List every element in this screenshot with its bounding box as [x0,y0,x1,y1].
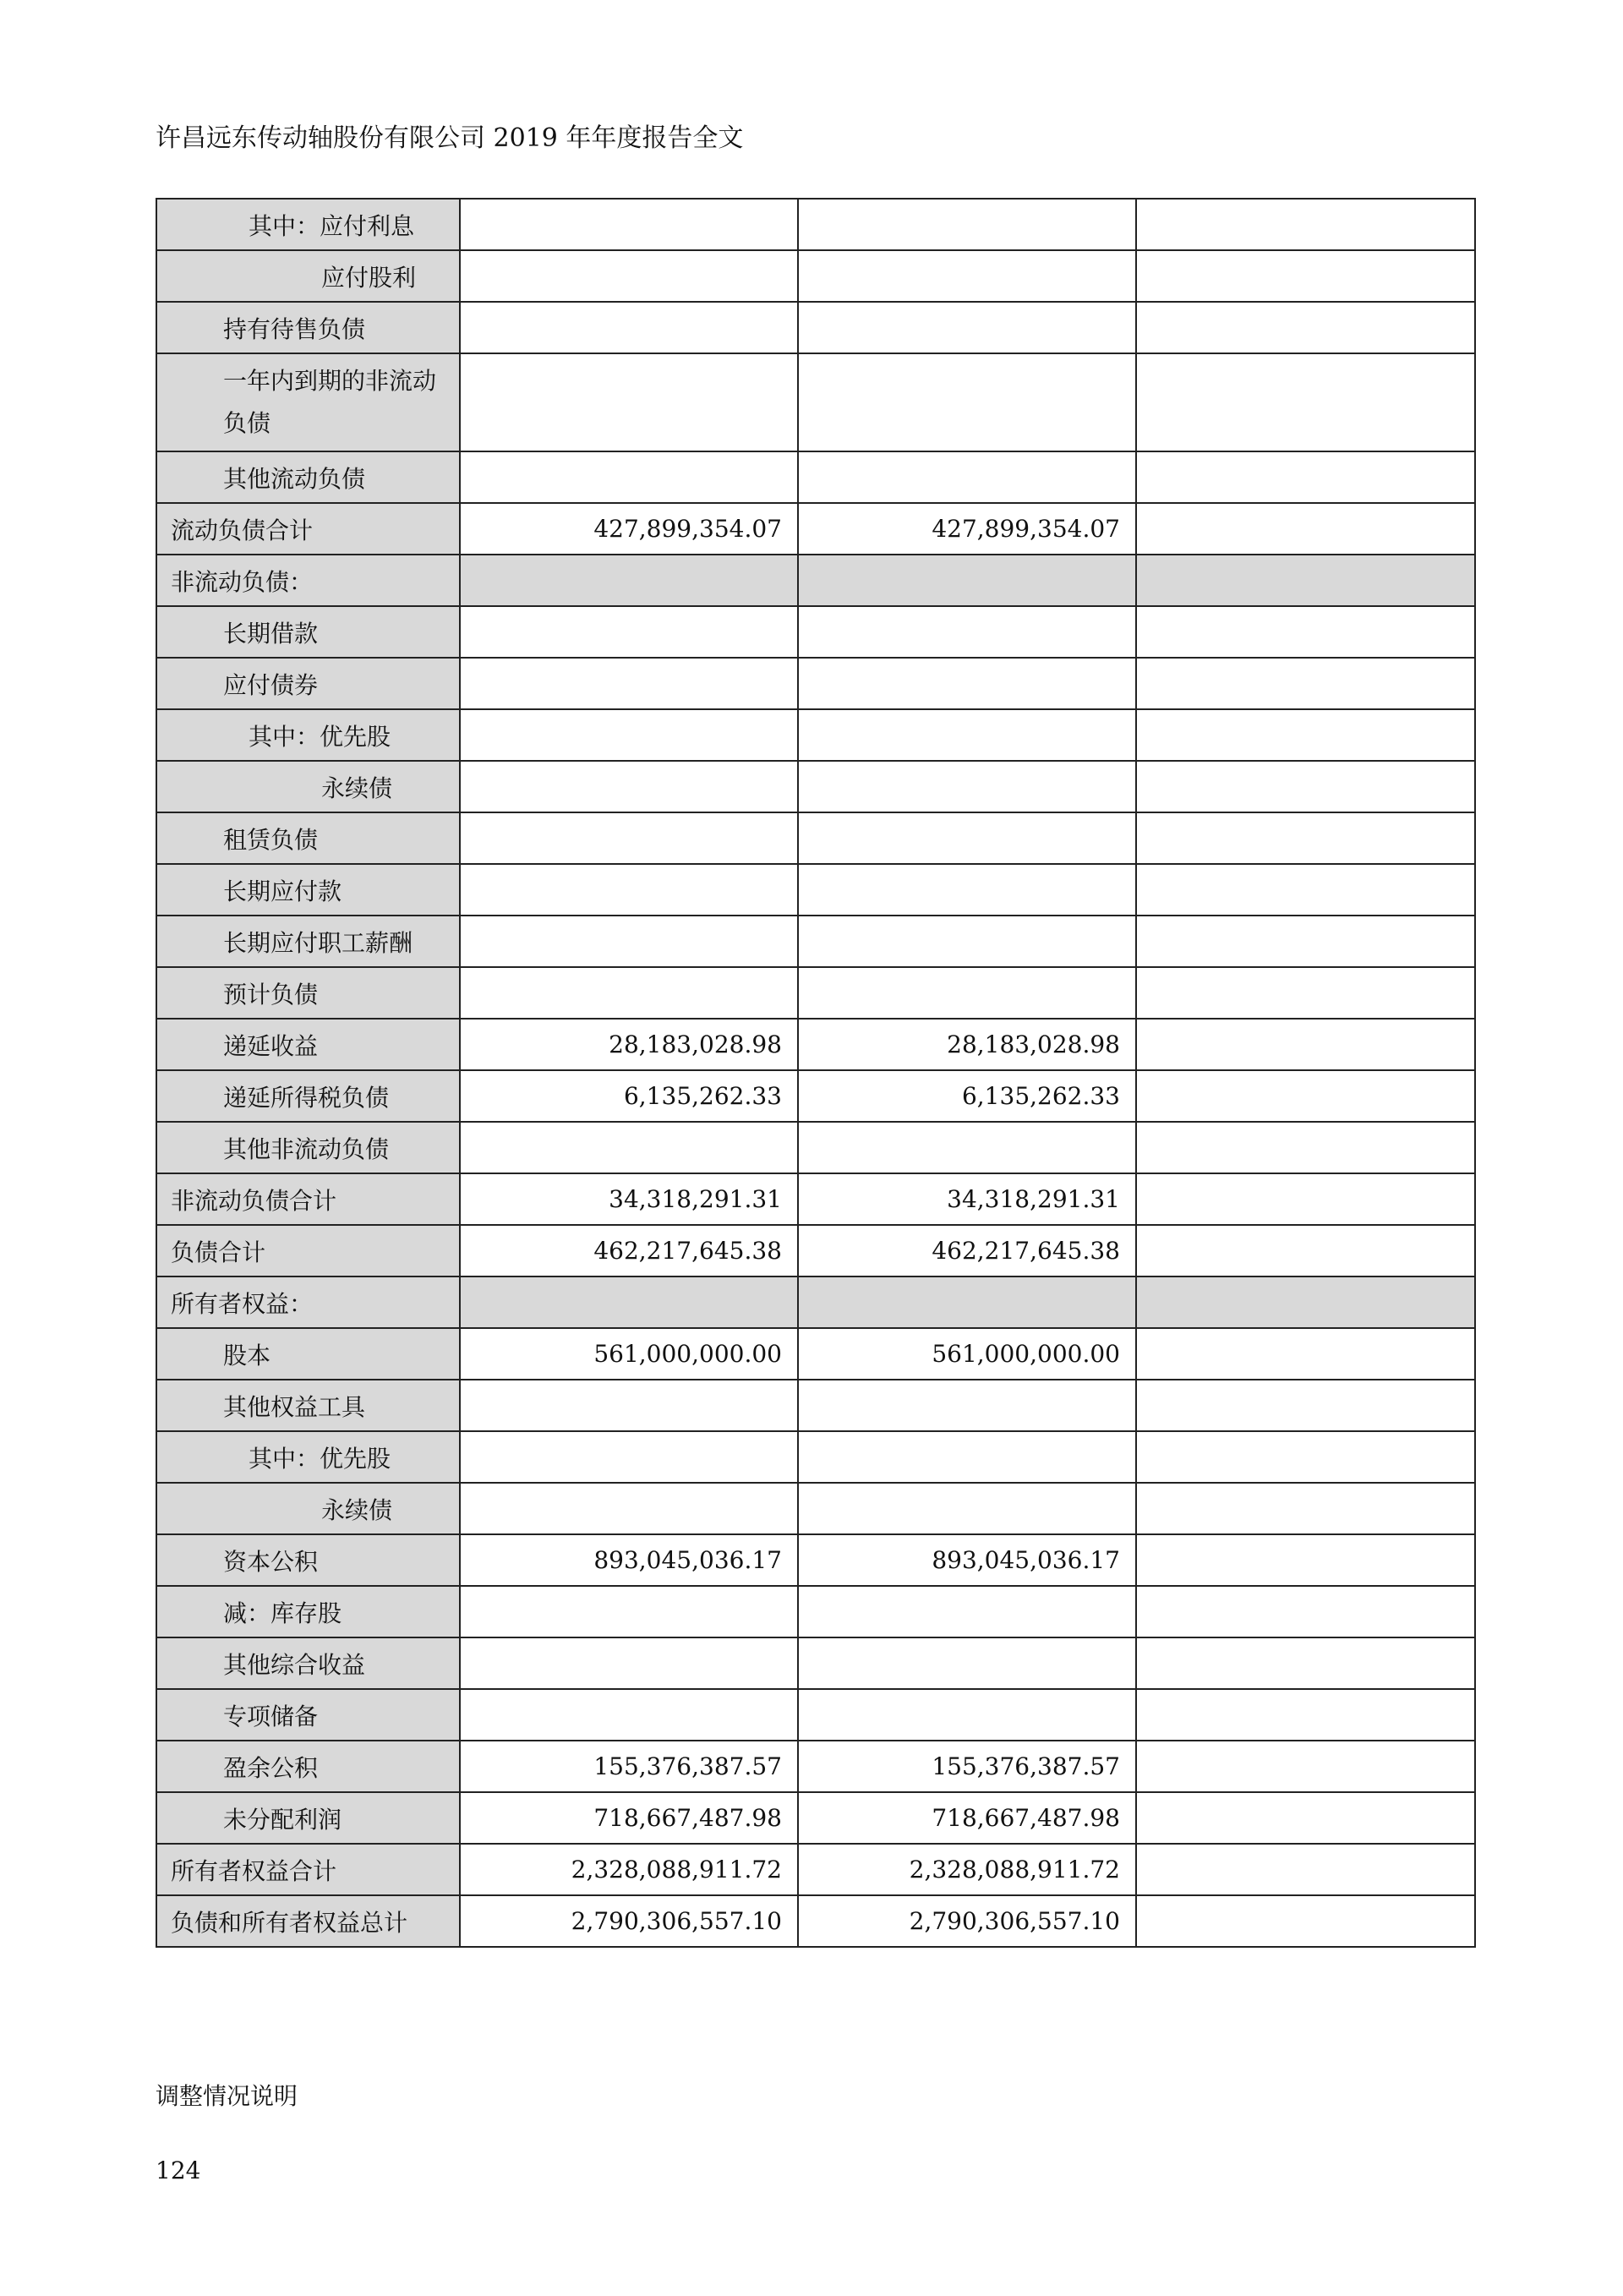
table-row [156,1070,1475,1122]
value-cell-col2: 155,376,387.57 [798,1741,1136,1792]
value-cell-col2 [798,761,1136,812]
value-cell-col2 [798,1380,1136,1431]
document-header: 许昌远东传动轴股份有限公司 2019 年年度报告全文 [156,123,744,153]
row-label: 递延收益 [156,1019,460,1070]
value-cell-col3 [1136,606,1475,658]
value-cell-col1 [460,864,798,916]
table-row [156,864,1475,916]
value-cell-col3 [1136,1122,1475,1173]
row-label: 资本公积 [156,1534,460,1586]
value-cell-col3 [1136,812,1475,864]
value-cell-col2 [798,812,1136,864]
value-cell-col1 [460,1276,798,1328]
row-label: 流动负债合计 [156,503,460,555]
table-row [156,1431,1475,1483]
value-cell-col3 [1136,1895,1475,1947]
value-cell-col2 [798,864,1136,916]
table-row [156,1792,1475,1844]
row-label: 其中：优先股 [156,709,460,761]
value-cell-col3 [1136,1792,1475,1844]
row-label: 长期应付职工薪酬 [156,916,460,967]
value-cell-col2: 2,790,306,557.10 [798,1895,1136,1947]
value-cell-col1 [460,1637,798,1689]
value-cell-col1: 34,318,291.31 [460,1173,798,1225]
value-cell-col1: 155,376,387.57 [460,1741,798,1792]
value-cell-col2 [798,1431,1136,1483]
value-cell-col1 [460,1380,798,1431]
value-cell-col1: 462,217,645.38 [460,1225,798,1276]
table-row [156,555,1475,606]
row-label: 其他权益工具 [156,1380,460,1431]
value-cell-col1 [460,1431,798,1483]
value-cell-col2 [798,555,1136,606]
value-cell-col3 [1136,1019,1475,1070]
row-label: 永续债 [156,761,460,812]
table-row [156,1019,1475,1070]
value-cell-col1 [460,451,798,503]
balance-sheet-body [156,199,1475,1947]
table-row [156,451,1475,503]
row-label: 其他综合收益 [156,1637,460,1689]
value-cell-col1 [460,709,798,761]
row-label: 所有者权益： [156,1276,460,1328]
value-cell-col3 [1136,503,1475,555]
table-row [156,709,1475,761]
value-cell-col1 [460,916,798,967]
value-cell-col2 [798,1689,1136,1741]
row-label: 非流动负债： [156,555,460,606]
value-cell-col2: 462,217,645.38 [798,1225,1136,1276]
value-cell-col1 [460,812,798,864]
value-cell-col1 [460,302,798,353]
value-cell-col1 [460,658,798,709]
value-cell-col3 [1136,1689,1475,1741]
table-row [156,1122,1475,1173]
value-cell-col1: 561,000,000.00 [460,1328,798,1380]
table-row [156,1173,1475,1225]
value-cell-col2: 2,328,088,911.72 [798,1844,1136,1895]
value-cell-col3 [1136,916,1475,967]
value-cell-col1 [460,1483,798,1534]
row-label: 长期借款 [156,606,460,658]
value-cell-col2 [798,1122,1136,1173]
value-cell-col2: 28,183,028.98 [798,1019,1136,1070]
value-cell-col3 [1136,1328,1475,1380]
value-cell-col3 [1136,451,1475,503]
value-cell-col1: 6,135,262.33 [460,1070,798,1122]
value-cell-col3 [1136,658,1475,709]
value-cell-col3 [1136,709,1475,761]
value-cell-col3 [1136,1637,1475,1689]
row-label: 应付股利 [156,250,460,302]
value-cell-col2: 893,045,036.17 [798,1534,1136,1586]
value-cell-col2: 6,135,262.33 [798,1070,1136,1122]
row-label: 应付债券 [156,658,460,709]
table-row [156,606,1475,658]
value-cell-col3 [1136,199,1475,250]
table-row [156,1844,1475,1895]
value-cell-col1 [460,761,798,812]
table-row [156,812,1475,864]
row-label: 所有者权益合计 [156,1844,460,1895]
value-cell-col2 [798,1637,1136,1689]
value-cell-col1 [460,1689,798,1741]
value-cell-col2 [798,199,1136,250]
table-row [156,199,1475,250]
value-cell-col3 [1136,1225,1475,1276]
row-label: 负债合计 [156,1225,460,1276]
value-cell-col2 [798,658,1136,709]
value-cell-col3 [1136,1741,1475,1792]
value-cell-col2: 427,899,354.07 [798,503,1136,555]
value-cell-col1 [460,353,798,451]
value-cell-col2 [798,967,1136,1019]
value-cell-col1 [460,250,798,302]
row-label: 盈余公积 [156,1741,460,1792]
value-cell-col3 [1136,302,1475,353]
value-cell-col1 [460,1122,798,1173]
table-row [156,1895,1475,1947]
value-cell-col3 [1136,864,1475,916]
table-row [156,1741,1475,1792]
row-label: 减：库存股 [156,1586,460,1637]
row-label: 一年内到期的非流动负债 [156,353,460,451]
value-cell-col2: 34,318,291.31 [798,1173,1136,1225]
value-cell-col3 [1136,1276,1475,1328]
value-cell-col2: 561,000,000.00 [798,1328,1136,1380]
value-cell-col1 [460,199,798,250]
value-cell-col2 [798,353,1136,451]
table-row [156,916,1475,967]
row-label: 其中：应付利息 [156,199,460,250]
value-cell-col1 [460,967,798,1019]
value-cell-col3 [1136,1586,1475,1637]
table-row [156,353,1475,451]
table-row [156,1483,1475,1534]
value-cell-col2 [798,1483,1136,1534]
adjustment-note: 调整情况说明 [156,2082,298,2110]
value-cell-col1: 427,899,354.07 [460,503,798,555]
row-label: 股本 [156,1328,460,1380]
value-cell-col1 [460,555,798,606]
value-cell-col2 [798,451,1136,503]
table-row [156,1637,1475,1689]
row-label: 持有待售负债 [156,302,460,353]
value-cell-col1 [460,606,798,658]
value-cell-col3 [1136,555,1475,606]
value-cell-col3 [1136,1483,1475,1534]
row-label: 非流动负债合计 [156,1173,460,1225]
value-cell-col2 [798,916,1136,967]
value-cell-col3 [1136,250,1475,302]
value-cell-col3 [1136,1173,1475,1225]
value-cell-col2: 718,667,487.98 [798,1792,1136,1844]
value-cell-col2 [798,302,1136,353]
value-cell-col3 [1136,761,1475,812]
table-row [156,503,1475,555]
value-cell-col1: 28,183,028.98 [460,1019,798,1070]
row-label: 永续债 [156,1483,460,1534]
value-cell-col3 [1136,1431,1475,1483]
table-row [156,1586,1475,1637]
row-label: 租赁负债 [156,812,460,864]
table-row [156,1276,1475,1328]
value-cell-col1 [460,1586,798,1637]
table-row [156,658,1475,709]
row-label: 其他流动负债 [156,451,460,503]
table-row [156,1689,1475,1741]
value-cell-col2 [798,709,1136,761]
value-cell-col3 [1136,1844,1475,1895]
row-label: 专项储备 [156,1689,460,1741]
table-row [156,1328,1475,1380]
row-label: 未分配利润 [156,1792,460,1844]
row-label: 其他非流动负债 [156,1122,460,1173]
value-cell-col3 [1136,967,1475,1019]
row-label: 递延所得税负债 [156,1070,460,1122]
value-cell-col1: 2,790,306,557.10 [460,1895,798,1947]
value-cell-col3 [1136,1534,1475,1586]
value-cell-col3 [1136,353,1475,451]
value-cell-col2 [798,1586,1136,1637]
row-label: 其中：优先股 [156,1431,460,1483]
value-cell-col3 [1136,1070,1475,1122]
table-row [156,1225,1475,1276]
row-label: 负债和所有者权益总计 [156,1895,460,1947]
value-cell-col1: 718,667,487.98 [460,1792,798,1844]
value-cell-col3 [1136,1380,1475,1431]
balance-sheet-table [156,198,1476,1948]
table-row [156,1534,1475,1586]
row-label: 长期应付款 [156,864,460,916]
value-cell-col1: 2,328,088,911.72 [460,1844,798,1895]
page-number: 124 [156,2157,201,2184]
table-row [156,302,1475,353]
value-cell-col2 [798,250,1136,302]
table-row [156,967,1475,1019]
value-cell-col2 [798,606,1136,658]
table-row [156,250,1475,302]
row-label: 预计负债 [156,967,460,1019]
value-cell-col1: 893,045,036.17 [460,1534,798,1586]
table-row [156,761,1475,812]
table-row [156,1380,1475,1431]
value-cell-col2 [798,1276,1136,1328]
